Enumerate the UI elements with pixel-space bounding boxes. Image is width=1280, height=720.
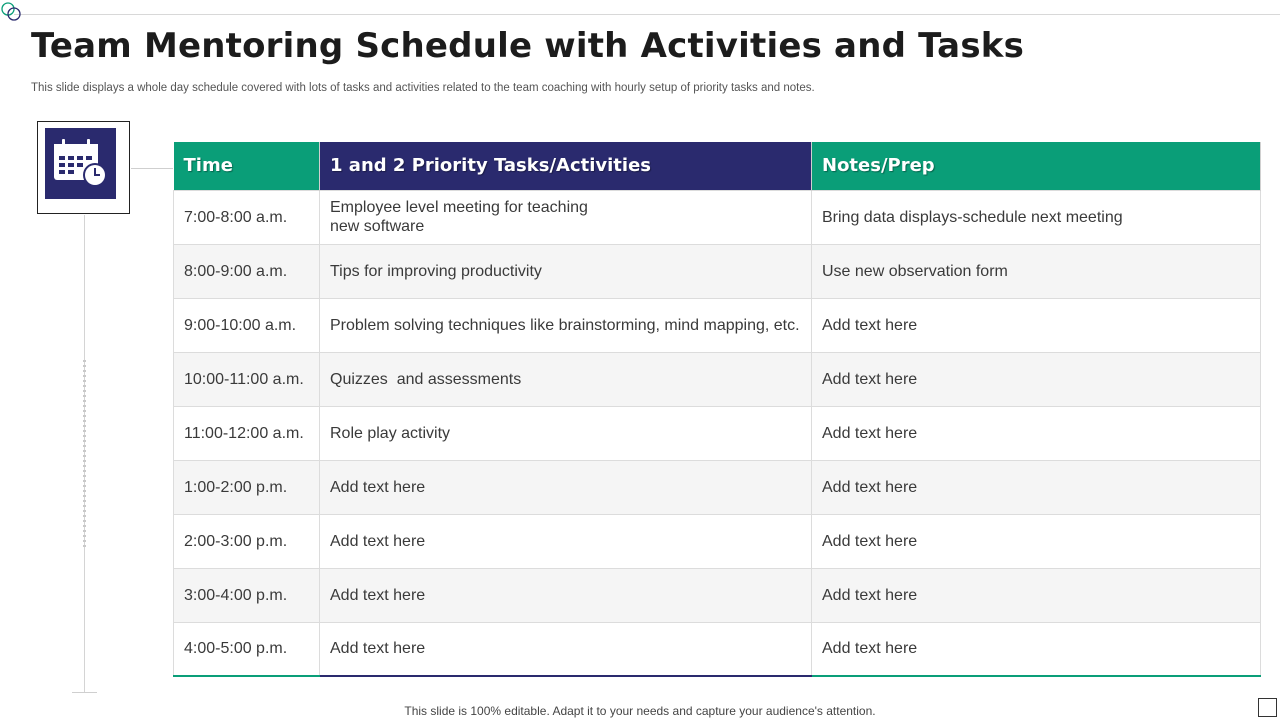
interlocking-rings-icon (0, 0, 26, 26)
calendar-icon-frame (37, 121, 130, 214)
table-row (174, 622, 1261, 676)
notes-cell: Add text here (812, 460, 1261, 514)
corner-square (1258, 698, 1277, 717)
timeline-foot (72, 692, 97, 693)
time-cell: 4:00-5:00 p.m. (174, 622, 320, 676)
table-row (174, 190, 1261, 244)
table-row (174, 352, 1261, 406)
task-cell: Add text here (320, 514, 812, 568)
table-header-row (174, 142, 1261, 190)
task-cell: Employee level meeting for teaching new software (320, 190, 812, 244)
time-cell: 1:00-2:00 p.m. (174, 460, 320, 514)
table-row (174, 298, 1261, 352)
page-subtitle: This slide displays a whole day schedule covered with lots of tasks and activities related to the team coaching with hourly setup of priority tasks and notes. (31, 82, 815, 94)
task-cell: Add text here (320, 622, 812, 676)
schedule-table (173, 142, 1261, 677)
header-time: Time (174, 142, 320, 190)
header-tasks: 1 and 2 Priority Tasks/Activities (320, 142, 812, 190)
table-row (174, 514, 1261, 568)
calendar-icon-tile (45, 128, 116, 199)
time-cell: 10:00-11:00 a.m. (174, 352, 320, 406)
top-divider (14, 14, 1280, 15)
task-cell: Add text here (320, 460, 812, 514)
task-cell: Role play activity (320, 406, 812, 460)
page-title: Team Mentoring Schedule with Activities and Tasks (31, 26, 1025, 66)
header-notes: Notes/Prep (812, 142, 1261, 190)
task-cell: Add text here (320, 568, 812, 622)
task-cell: Quizzes and assessments (320, 352, 812, 406)
time-cell: 8:00-9:00 a.m. (174, 244, 320, 298)
task-cell: Tips for improving productivity (320, 244, 812, 298)
timeline-dots (83, 360, 86, 550)
table-row (174, 568, 1261, 622)
time-cell: 2:00-3:00 p.m. (174, 514, 320, 568)
table-row (174, 406, 1261, 460)
notes-cell: Add text here (812, 406, 1261, 460)
time-cell: 3:00-4:00 p.m. (174, 568, 320, 622)
calendar-clock-icon (51, 138, 111, 190)
time-cell: 9:00-10:00 a.m. (174, 298, 320, 352)
notes-cell: Bring data displays-schedule next meeting (812, 190, 1261, 244)
notes-cell: Add text here (812, 568, 1261, 622)
time-cell: 7:00-8:00 a.m. (174, 190, 320, 244)
icon-connector (131, 168, 173, 169)
footer-note: This slide is 100% editable. Adapt it to your needs and capture your audience's attention. (404, 704, 876, 718)
table-row (174, 244, 1261, 298)
notes-cell: Use new observation form (812, 244, 1261, 298)
notes-cell: Add text here (812, 622, 1261, 676)
time-cell: 11:00-12:00 a.m. (174, 406, 320, 460)
table-row (174, 460, 1261, 514)
notes-cell: Add text here (812, 514, 1261, 568)
task-cell: Problem solving techniques like brainstorming, mind mapping, etc. (320, 298, 812, 352)
notes-cell: Add text here (812, 298, 1261, 352)
notes-cell: Add text here (812, 352, 1261, 406)
